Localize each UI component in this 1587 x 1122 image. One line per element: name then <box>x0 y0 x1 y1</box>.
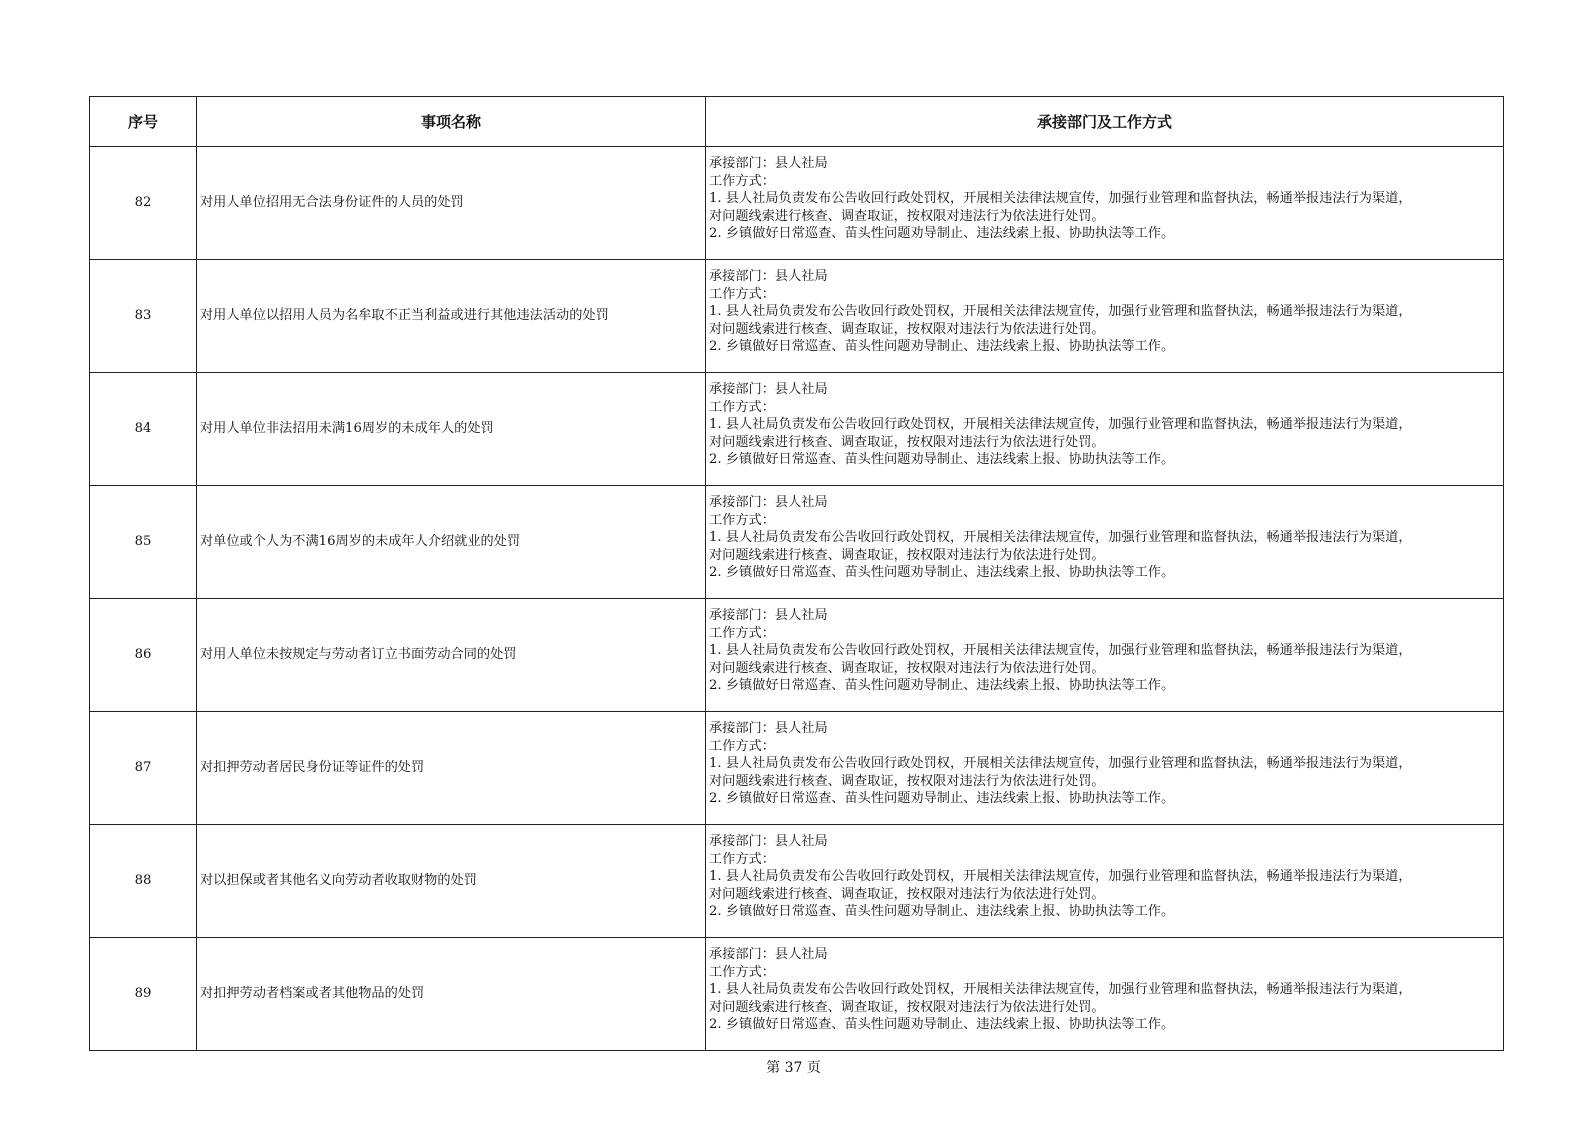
row-number: 87 <box>90 712 197 825</box>
dept-text-line: 1. 县人社局负责发布公告收回行政处罚权，开展相关法律法规宣传，加强行业管理和监督执法，畅通举报违法行为渠道， <box>709 191 1412 207</box>
dept-text-line: 工作方式： <box>709 738 775 754</box>
item-name: 对用人单位以招用人员为名牟取不正当利益或进行其他违法活动的处罚 <box>197 260 706 373</box>
dept-and-method <box>706 373 1504 486</box>
page-number: 第 37 页 <box>766 1060 821 1076</box>
row-number: 86 <box>90 599 197 712</box>
dept-text-line: 1. 县人社局负责发布公告收回行政处罚权，开展相关法律法规宣传，加强行业管理和监督执法，畅通举报违法行为渠道， <box>709 417 1412 433</box>
dept-text-line: 承接部门：县人社局 <box>709 947 828 962</box>
dept-text-line: 2. 乡镇做好日常巡查、苗头性问题劝导制止、违法线索上报、协助执法等工作。 <box>709 226 1175 242</box>
dept-text-line: 2. 乡镇做好日常巡查、苗头性问题劝导制止、违法线索上报、协助执法等工作。 <box>709 452 1175 468</box>
row-number: 85 <box>90 486 197 599</box>
header-name: 事项名称 <box>197 97 706 147</box>
dept-text-line: 对问题线索进行核查、调查取证，按权限对违法行为依法进行处罚。 <box>709 660 1105 676</box>
dept-text-line: 2. 乡镇做好日常巡查、苗头性问题劝导制止、违法线索上报、协助执法等工作。 <box>709 565 1175 581</box>
table-row <box>90 712 1504 825</box>
dept-and-method <box>706 712 1504 825</box>
dept-text-line: 对问题线索进行核查、调查取证，按权限对违法行为依法进行处罚。 <box>709 208 1105 224</box>
item-name: 对扣押劳动者档案或者其他物品的处罚 <box>197 938 706 1051</box>
item-name: 对扣押劳动者居民身份证等证件的处罚 <box>197 712 706 825</box>
table-row <box>90 147 1504 260</box>
table-row <box>90 260 1504 373</box>
dept-text-line: 1. 县人社局负责发布公告收回行政处罚权，开展相关法律法规宣传，加强行业管理和监督执法，畅通举报违法行为渠道， <box>709 869 1412 885</box>
dept-text-line: 对问题线索进行核查、调查取证，按权限对违法行为依法进行处罚。 <box>709 547 1105 563</box>
item-name: 对用人单位非法招用未满16周岁的未成年人的处罚 <box>197 373 706 486</box>
table-row <box>90 373 1504 486</box>
dept-text-line: 1. 县人社局负责发布公告收回行政处罚权，开展相关法律法规宣传，加强行业管理和监督执法，畅通举报违法行为渠道， <box>709 304 1412 320</box>
dept-text-line: 1. 县人社局负责发布公告收回行政处罚权，开展相关法律法规宣传，加强行业管理和监督执法，畅通举报违法行为渠道， <box>709 643 1412 659</box>
row-number: 89 <box>90 938 197 1051</box>
row-number: 88 <box>90 825 197 938</box>
dept-text-line: 承接部门：县人社局 <box>709 382 828 397</box>
dept-text-line: 对问题线索进行核查、调查取证，按权限对违法行为依法进行处罚。 <box>709 886 1105 902</box>
dept-text-line: 承接部门：县人社局 <box>709 495 828 510</box>
dept-text-line: 对问题线索进行核查、调查取证，按权限对违法行为依法进行处罚。 <box>709 773 1105 789</box>
dept-text-line: 工作方式： <box>709 286 775 302</box>
dept-text-line: 2. 乡镇做好日常巡查、苗头性问题劝导制止、违法线索上报、协助执法等工作。 <box>709 1017 1175 1033</box>
dept-text-line: 2. 乡镇做好日常巡查、苗头性问题劝导制止、违法线索上报、协助执法等工作。 <box>709 791 1175 807</box>
table-row <box>90 599 1504 712</box>
dept-and-method <box>706 825 1504 938</box>
item-name: 对用人单位未按规定与劳动者订立书面劳动合同的处罚 <box>197 599 706 712</box>
header-row <box>90 97 1504 147</box>
dept-and-method <box>706 260 1504 373</box>
dept-text-line: 对问题线索进行核查、调查取证，按权限对违法行为依法进行处罚。 <box>709 999 1105 1015</box>
dept-text-line: 承接部门：县人社局 <box>709 834 828 849</box>
dept-text-line: 对问题线索进行核查、调查取证，按权限对违法行为依法进行处罚。 <box>709 434 1105 450</box>
row-number: 82 <box>90 147 197 260</box>
dept-text-line: 工作方式： <box>709 173 775 189</box>
dept-text-line: 工作方式： <box>709 851 775 867</box>
dept-text-line: 2. 乡镇做好日常巡查、苗头性问题劝导制止、违法线索上报、协助执法等工作。 <box>709 904 1175 920</box>
table-row <box>90 938 1504 1051</box>
items-table <box>89 96 1504 1051</box>
header-num: 序号 <box>90 97 197 147</box>
table-row <box>90 825 1504 938</box>
dept-text-line: 1. 县人社局负责发布公告收回行政处罚权，开展相关法律法规宣传，加强行业管理和监督执法，畅通举报违法行为渠道， <box>709 756 1412 772</box>
dept-text-line: 工作方式： <box>709 399 775 415</box>
dept-text-line: 承接部门：县人社局 <box>709 269 828 284</box>
dept-text-line: 工作方式： <box>709 512 775 528</box>
dept-and-method <box>706 938 1504 1051</box>
dept-text-line: 工作方式： <box>709 964 775 980</box>
dept-text-line: 承接部门：县人社局 <box>709 721 828 736</box>
row-number: 83 <box>90 260 197 373</box>
dept-text-line: 2. 乡镇做好日常巡查、苗头性问题劝导制止、违法线索上报、协助执法等工作。 <box>709 678 1175 694</box>
dept-text-line: 1. 县人社局负责发布公告收回行政处罚权，开展相关法律法规宣传，加强行业管理和监督执法，畅通举报违法行为渠道， <box>709 982 1412 998</box>
dept-and-method <box>706 599 1504 712</box>
dept-text-line: 2. 乡镇做好日常巡查、苗头性问题劝导制止、违法线索上报、协助执法等工作。 <box>709 339 1175 355</box>
header-dept: 承接部门及工作方式 <box>706 97 1504 147</box>
dept-text-line: 1. 县人社局负责发布公告收回行政处罚权，开展相关法律法规宣传，加强行业管理和监督执法，畅通举报违法行为渠道， <box>709 530 1412 546</box>
dept-text-line: 承接部门：县人社局 <box>709 608 828 623</box>
item-name: 对单位或个人为不满16周岁的未成年人介绍就业的处罚 <box>197 486 706 599</box>
dept-and-method <box>706 486 1504 599</box>
dept-and-method <box>706 147 1504 260</box>
table-row <box>90 486 1504 599</box>
dept-text-line: 承接部门：县人社局 <box>709 156 828 171</box>
item-name: 对用人单位招用无合法身份证件的人员的处罚 <box>197 147 706 260</box>
row-number: 84 <box>90 373 197 486</box>
item-name: 对以担保或者其他名义向劳动者收取财物的处罚 <box>197 825 706 938</box>
dept-text-line: 对问题线索进行核查、调查取证，按权限对违法行为依法进行处罚。 <box>709 321 1105 337</box>
dept-text-line: 工作方式： <box>709 625 775 641</box>
